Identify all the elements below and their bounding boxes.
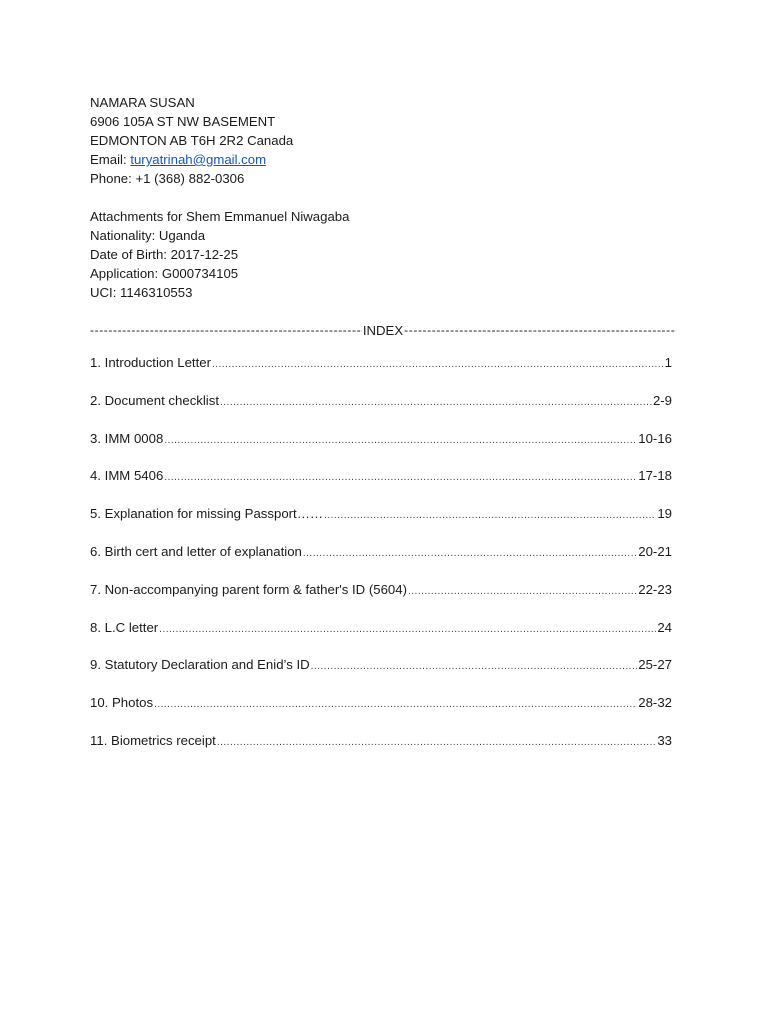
email-link[interactable]: turyatrinah@gmail.com (130, 152, 267, 167)
index-entry (90, 429, 672, 448)
index-entry (90, 618, 672, 637)
index-entry-pages: 1 (664, 355, 672, 370)
index-entry-leader-dots (159, 620, 656, 639)
nationality: Nationality: Uganda (90, 228, 206, 243)
index-entry-pages: 28-32 (638, 695, 672, 710)
divider-dashes-left (90, 321, 362, 340)
sender-phone: Phone: +1 (368) 882-0306 (90, 171, 245, 186)
index-entry-pages: 33 (657, 733, 672, 748)
index-entry (90, 466, 672, 485)
attachments-heading: Attachments for Shem Emmanuel Niwagaba (90, 209, 350, 224)
index-entry-title: 6. Birth cert and letter of explanation (90, 544, 302, 559)
applicant-details-block (90, 207, 690, 302)
index-entry-leader-dots (164, 431, 637, 450)
index-entry-title: 2. Document checklist (90, 393, 219, 408)
sender-address-line-1: 6906 105A ST NW BASEMENT (90, 114, 276, 129)
index-entry (90, 580, 672, 599)
index-entry-title: 11. Biometrics receipt (90, 733, 216, 748)
sender-address-line-2: EDMONTON AB T6H 2R2 Canada (90, 133, 294, 148)
index-entry-title: 10. Photos (90, 695, 154, 710)
index-entry-title: 8. L.C letter (90, 620, 159, 635)
index-entry-pages: 2-9 (652, 393, 672, 408)
index-entry (90, 655, 672, 674)
index-entry-leader-dots (220, 393, 652, 412)
index-entry-leader-dots (408, 582, 637, 601)
index-entry-pages: 25-27 (638, 657, 672, 672)
index-entry (90, 391, 672, 410)
index-entry (90, 731, 672, 750)
index-entry (90, 353, 672, 372)
index-entry-leader-dots (303, 544, 637, 563)
email-label: Email: (90, 152, 131, 167)
index-entry-title: 3. IMM 0008 (90, 431, 164, 446)
index-entry-title: 4. IMM 5406 (90, 468, 164, 483)
index-entry (90, 693, 672, 712)
index-entry-pages: 17-18 (638, 468, 672, 483)
index-entry-pages: 22-23 (638, 582, 672, 597)
sender-email-line (90, 150, 690, 169)
index-entry-leader-dots (311, 657, 638, 676)
index-entry-pages: 19 (657, 506, 672, 521)
index-entry-title: 9. Statutory Declaration and Enid’s ID (90, 657, 310, 672)
index-entry-title: 5. Explanation for missing Passport…… (90, 506, 324, 521)
index-entry-pages: 10-16 (638, 431, 672, 446)
index-entry (90, 504, 672, 523)
divider-dashes-right (404, 321, 676, 340)
index-entry-leader-dots (164, 468, 637, 487)
index-entry-leader-dots (217, 733, 657, 752)
index-entry-leader-dots (154, 695, 637, 714)
index-entry-pages: 24 (657, 620, 672, 635)
index-entry-leader-dots (212, 355, 664, 374)
index-heading: INDEX (362, 323, 404, 338)
uci-number: UCI: 1146310553 (90, 285, 193, 300)
sender-address-block (90, 93, 690, 188)
sender-name: NAMARA SUSAN (90, 95, 195, 110)
index-entry-title: 1. Introduction Letter (90, 355, 211, 370)
index-divider (90, 321, 676, 340)
application-number: Application: G000734105 (90, 266, 239, 281)
date-of-birth: Date of Birth: 2017-12-25 (90, 247, 239, 262)
index-entry-pages: 20-21 (638, 544, 672, 559)
index-entry-title: 7. Non-accompanying parent form & father's ID (5604) (90, 582, 407, 597)
index-entry-leader-dots (324, 506, 656, 525)
index-entry (90, 542, 672, 561)
